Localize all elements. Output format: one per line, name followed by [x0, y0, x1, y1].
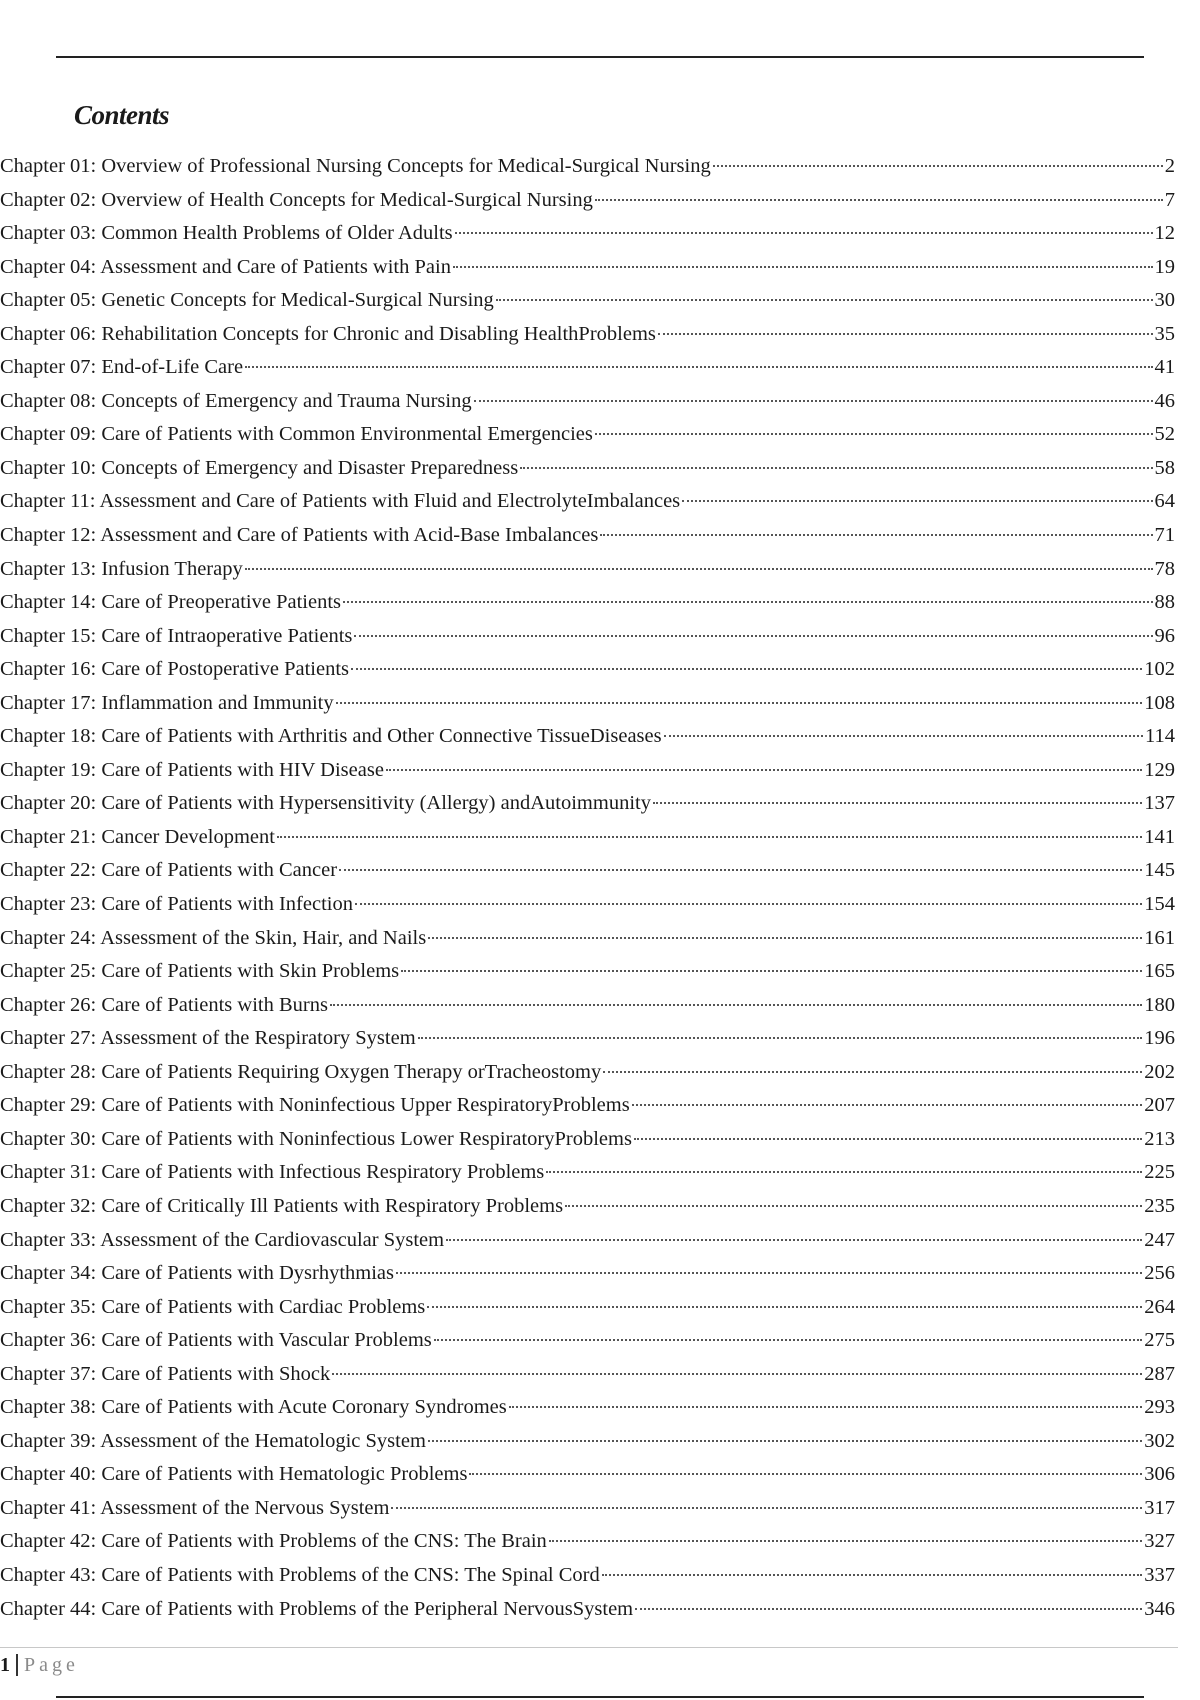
toc-entry-title: Chapter 17: Inflammation and Immunity — [0, 691, 334, 714]
toc-entry[interactable] — [0, 184, 1175, 218]
toc-entry-page: 154 — [1144, 893, 1175, 916]
toc-dot-leader — [602, 1574, 1142, 1576]
toc-entry[interactable] — [0, 1391, 1175, 1425]
toc-entry-title: Chapter 21: Cancer Development — [0, 825, 275, 848]
toc-entry[interactable] — [0, 586, 1175, 620]
toc-entry-title: Chapter 40: Care of Patients with Hematologic Problems — [0, 1463, 468, 1486]
footer-page-label: Page — [24, 1653, 79, 1676]
toc-dot-leader — [453, 266, 1153, 268]
toc-dot-leader — [386, 769, 1142, 771]
toc-entry-page: 7 — [1164, 188, 1175, 211]
toc-entry-page: 114 — [1145, 725, 1175, 748]
toc-entry[interactable] — [0, 1089, 1175, 1123]
toc-entry[interactable] — [0, 1492, 1175, 1526]
toc-entry[interactable] — [0, 653, 1175, 687]
toc-entry[interactable] — [0, 754, 1175, 788]
toc-entry-title: Chapter 25: Care of Patients with Skin Problems — [0, 960, 400, 983]
toc-entry-title: Chapter 26: Care of Patients with Burns — [0, 993, 328, 1016]
toc-entry[interactable] — [0, 318, 1175, 352]
toc-entry[interactable] — [0, 620, 1175, 654]
toc-entry-page: 71 — [1154, 524, 1175, 547]
toc-entry-title: Chapter 22: Care of Patients with Cancer — [0, 859, 338, 882]
toc-entry[interactable] — [0, 418, 1175, 452]
toc-entry[interactable] — [0, 1123, 1175, 1157]
toc-entry-page: 306 — [1144, 1463, 1175, 1486]
toc-entry[interactable] — [0, 284, 1175, 318]
toc-dot-leader — [634, 1138, 1142, 1140]
toc-entry-title: Chapter 01: Overview of Professional Nursing Concepts for Medical-Surgical Nursing — [0, 155, 711, 177]
toc-entry[interactable] — [0, 1156, 1175, 1190]
toc-entry[interactable] — [0, 519, 1175, 553]
toc-entry-page: 96 — [1154, 624, 1175, 647]
toc-entry-title: Chapter 28: Care of Patients Requiring Oxygen Therapy orTracheostomy — [0, 1060, 602, 1083]
toc-dot-leader — [351, 668, 1142, 670]
toc-entry-page: 19 — [1154, 255, 1175, 278]
toc-entry-title: Chapter 11: Assessment and Care of Patients with Fluid and ElectrolyteImbalances — [0, 490, 681, 513]
toc-dot-leader — [355, 903, 1142, 905]
toc-entry[interactable] — [0, 1559, 1175, 1593]
toc-dot-leader — [713, 165, 1163, 167]
toc-entry-title: Chapter 29: Care of Patients with Noninfectious Upper RespiratoryProblems — [0, 1094, 630, 1117]
toc-entry-page: 161 — [1144, 926, 1175, 949]
toc-dot-leader — [428, 1440, 1142, 1442]
toc-entry-page: 2 — [1164, 155, 1175, 177]
toc-entry-page: 30 — [1154, 289, 1175, 312]
toc-entry-page: 207 — [1144, 1094, 1175, 1117]
toc-entry[interactable] — [0, 821, 1175, 855]
toc-entry-title: Chapter 39: Assessment of the Hematologic System — [0, 1429, 426, 1452]
toc-entry[interactable] — [0, 854, 1175, 888]
footer-rule — [0, 1647, 1178, 1648]
toc-entry[interactable] — [0, 553, 1175, 587]
toc-entry-page: 78 — [1154, 557, 1175, 580]
toc-entry-title: Chapter 23: Care of Patients with Infection — [0, 893, 353, 916]
toc-entry-title: Chapter 03: Common Health Problems of Older Adults — [0, 222, 453, 245]
toc-entry-page: 108 — [1144, 691, 1175, 714]
toc-entry-page: 64 — [1154, 490, 1175, 513]
toc-entry[interactable] — [0, 1291, 1175, 1325]
toc-entry[interactable] — [0, 1056, 1175, 1090]
toc-entry-page: 225 — [1144, 1161, 1175, 1184]
toc-dot-leader — [595, 199, 1163, 201]
toc-entry[interactable] — [0, 1190, 1175, 1224]
toc-entry-title: Chapter 18: Care of Patients with Arthritis and Other Connective TissueDiseases — [0, 725, 662, 748]
toc-entry-page: 46 — [1154, 389, 1175, 412]
toc-entry[interactable] — [0, 955, 1175, 989]
toc-entry-page: 213 — [1144, 1127, 1175, 1150]
toc-entry-title: Chapter 34: Care of Patients with Dysrhythmias — [0, 1262, 394, 1285]
toc-entry-page: 264 — [1144, 1295, 1175, 1318]
toc-entry-page: 137 — [1144, 792, 1175, 815]
toc-entry[interactable] — [0, 1224, 1175, 1258]
toc-entry[interactable] — [0, 687, 1175, 721]
toc-entry-title: Chapter 16: Care of Postoperative Patients — [0, 658, 349, 681]
toc-dot-leader — [658, 333, 1153, 335]
toc-entry[interactable] — [0, 485, 1175, 519]
toc-entry-title: Chapter 44: Care of Patients with Problems of the Peripheral NervousSystem — [0, 1597, 634, 1620]
toc-entry[interactable] — [0, 1324, 1175, 1358]
toc-entry-page: 58 — [1154, 456, 1175, 479]
toc-dot-leader — [474, 400, 1153, 402]
toc-entry-title: Chapter 24: Assessment of the Skin, Hair, and Nails — [0, 926, 427, 949]
footer-page-number: 1 — [0, 1653, 10, 1676]
toc-entry-title: Chapter 41: Assessment of the Nervous System — [0, 1496, 390, 1519]
toc-entry-title: Chapter 05: Genetic Concepts for Medical-Surgical Nursing — [0, 289, 494, 312]
toc-dot-leader — [446, 1239, 1142, 1241]
toc-entry-title: Chapter 30: Care of Patients with Noninfectious Lower RespiratoryProblems — [0, 1127, 632, 1150]
bottom-rule — [56, 1696, 1144, 1698]
toc-entry-page: 293 — [1144, 1396, 1175, 1419]
toc-entry-title: Chapter 43: Care of Patients with Problems of the CNS: The Spinal Cord — [0, 1563, 600, 1586]
toc-entry[interactable] — [0, 1425, 1175, 1459]
toc-dot-leader — [336, 702, 1143, 704]
toc-entry-title: Chapter 20: Care of Patients with Hypersensitivity (Allergy) andAutoimmunity — [0, 792, 651, 815]
toc-dot-leader — [245, 568, 1153, 570]
toc-entry-title: Chapter 42: Care of Patients with Problems of the CNS: The Brain — [0, 1530, 547, 1553]
toc-dot-leader — [632, 1104, 1143, 1106]
top-rule — [56, 56, 1144, 58]
toc-dot-leader — [418, 1037, 1143, 1039]
toc-entry-page: 275 — [1144, 1329, 1175, 1352]
toc-entry-page: 35 — [1154, 322, 1175, 345]
toc-entry-title: Chapter 10: Concepts of Emergency and Disaster Preparedness — [0, 456, 519, 479]
toc-entry-page: 346 — [1144, 1597, 1175, 1620]
toc-entry-title: Chapter 04: Assessment and Care of Patients with Pain — [0, 255, 451, 278]
toc-entry-title: Chapter 12: Assessment and Care of Patients with Acid-Base Imbalances — [0, 524, 599, 547]
toc-dot-leader — [245, 366, 1152, 368]
toc-dot-leader — [434, 1339, 1142, 1341]
toc-entry-title: Chapter 14: Care of Preoperative Patients — [0, 591, 341, 614]
toc-entry-page: 88 — [1154, 591, 1175, 614]
toc-entry[interactable] — [0, 385, 1175, 419]
toc-dot-leader — [635, 1608, 1142, 1610]
toc-entry-page: 180 — [1144, 993, 1175, 1016]
toc-entry-page: 302 — [1144, 1429, 1175, 1452]
toc-dot-leader — [595, 433, 1153, 435]
toc-entry[interactable] — [0, 922, 1175, 956]
toc-entry-page: 165 — [1144, 960, 1175, 983]
toc-entry-title: Chapter 19: Care of Patients with HIV Disease — [0, 758, 384, 781]
toc-dot-leader — [509, 1406, 1143, 1408]
toc-dot-leader — [664, 735, 1143, 737]
table-of-contents — [0, 150, 1175, 1626]
toc-entry-title: Chapter 08: Concepts of Emergency and Trauma Nursing — [0, 389, 472, 412]
toc-entry[interactable] — [0, 720, 1175, 754]
toc-entry-page: 287 — [1144, 1362, 1175, 1385]
footer-separator — [16, 1654, 18, 1676]
toc-entry-page: 196 — [1144, 1027, 1175, 1050]
toc-dot-leader — [330, 1004, 1142, 1006]
toc-dot-leader — [549, 1540, 1142, 1542]
toc-dot-leader — [428, 937, 1142, 939]
toc-entry-page: 141 — [1144, 825, 1175, 848]
toc-dot-leader — [391, 1507, 1142, 1509]
toc-entry-title: Chapter 02: Overview of Health Concepts for Medical-Surgical Nursing — [0, 188, 593, 211]
toc-entry[interactable] — [0, 787, 1175, 821]
toc-entry[interactable] — [0, 217, 1175, 251]
page-footer — [0, 1650, 79, 1680]
toc-entry-page: 41 — [1154, 356, 1175, 379]
toc-entry[interactable] — [0, 1257, 1175, 1291]
toc-dot-leader — [469, 1473, 1142, 1475]
toc-dot-leader — [603, 1071, 1142, 1073]
toc-dot-leader — [354, 635, 1152, 637]
toc-entry[interactable] — [0, 150, 1175, 184]
toc-entry[interactable] — [0, 989, 1175, 1023]
toc-entry-page: 52 — [1154, 423, 1175, 446]
page-title: Contents — [74, 100, 170, 130]
toc-entry-page: 247 — [1144, 1228, 1175, 1251]
toc-entry[interactable] — [0, 351, 1175, 385]
toc-entry[interactable] — [0, 1458, 1175, 1492]
toc-dot-leader — [565, 1205, 1142, 1207]
toc-entry-page: 256 — [1144, 1262, 1175, 1285]
toc-dot-leader — [653, 802, 1142, 804]
toc-dot-leader — [455, 232, 1153, 234]
toc-dot-leader — [332, 1373, 1142, 1375]
toc-dot-leader — [339, 869, 1142, 871]
toc-dot-leader — [401, 970, 1142, 972]
toc-entry[interactable] — [0, 452, 1175, 486]
toc-entry-page: 102 — [1144, 658, 1175, 681]
toc-entry-title: Chapter 07: End-of-Life Care — [0, 356, 244, 379]
toc-dot-leader — [682, 500, 1152, 502]
toc-entry[interactable] — [0, 888, 1175, 922]
toc-dot-leader — [546, 1171, 1142, 1173]
toc-entry-title: Chapter 13: Infusion Therapy — [0, 557, 243, 580]
toc-entry-page: 235 — [1144, 1194, 1175, 1217]
toc-entry[interactable] — [0, 1593, 1175, 1627]
toc-entry-page: 337 — [1144, 1563, 1175, 1586]
toc-entry-title: Chapter 32: Care of Critically Ill Patients with Respiratory Problems — [0, 1194, 564, 1217]
toc-entry-title: Chapter 15: Care of Intraoperative Patients — [0, 624, 353, 647]
toc-entry[interactable] — [0, 251, 1175, 285]
toc-entry-title: Chapter 35: Care of Patients with Cardiac Problems — [0, 1295, 426, 1318]
toc-entry-page: 202 — [1144, 1060, 1175, 1083]
toc-entry-title: Chapter 31: Care of Patients with Infectious Respiratory Problems — [0, 1161, 545, 1184]
toc-entry-page: 12 — [1154, 222, 1175, 245]
toc-entry-title: Chapter 36: Care of Patients with Vascular Problems — [0, 1329, 432, 1352]
toc-dot-leader — [427, 1306, 1142, 1308]
toc-entry-page: 129 — [1144, 758, 1175, 781]
toc-dot-leader — [343, 601, 1153, 603]
toc-entry-title: Chapter 09: Care of Patients with Common Environmental Emergencies — [0, 423, 593, 446]
toc-dot-leader — [600, 534, 1152, 536]
toc-entry-title: Chapter 37: Care of Patients with Shock — [0, 1362, 331, 1385]
toc-entry-page: 145 — [1144, 859, 1175, 882]
toc-entry-title: Chapter 33: Assessment of the Cardiovascular System — [0, 1228, 445, 1251]
toc-dot-leader — [520, 467, 1152, 469]
toc-entry[interactable] — [0, 1022, 1175, 1056]
toc-entry-title: Chapter 27: Assessment of the Respiratory System — [0, 1027, 416, 1050]
toc-entry-title: Chapter 38: Care of Patients with Acute Coronary Syndromes — [0, 1396, 507, 1419]
toc-entry-page: 317 — [1144, 1496, 1175, 1519]
toc-entry[interactable] — [0, 1358, 1175, 1392]
toc-entry-title: Chapter 06: Rehabilitation Concepts for Chronic and Disabling HealthProblems — [0, 322, 656, 345]
toc-dot-leader — [277, 836, 1142, 838]
toc-dot-leader — [396, 1272, 1142, 1274]
toc-entry-page: 327 — [1144, 1530, 1175, 1553]
toc-entry[interactable] — [0, 1525, 1175, 1559]
toc-dot-leader — [496, 299, 1153, 301]
